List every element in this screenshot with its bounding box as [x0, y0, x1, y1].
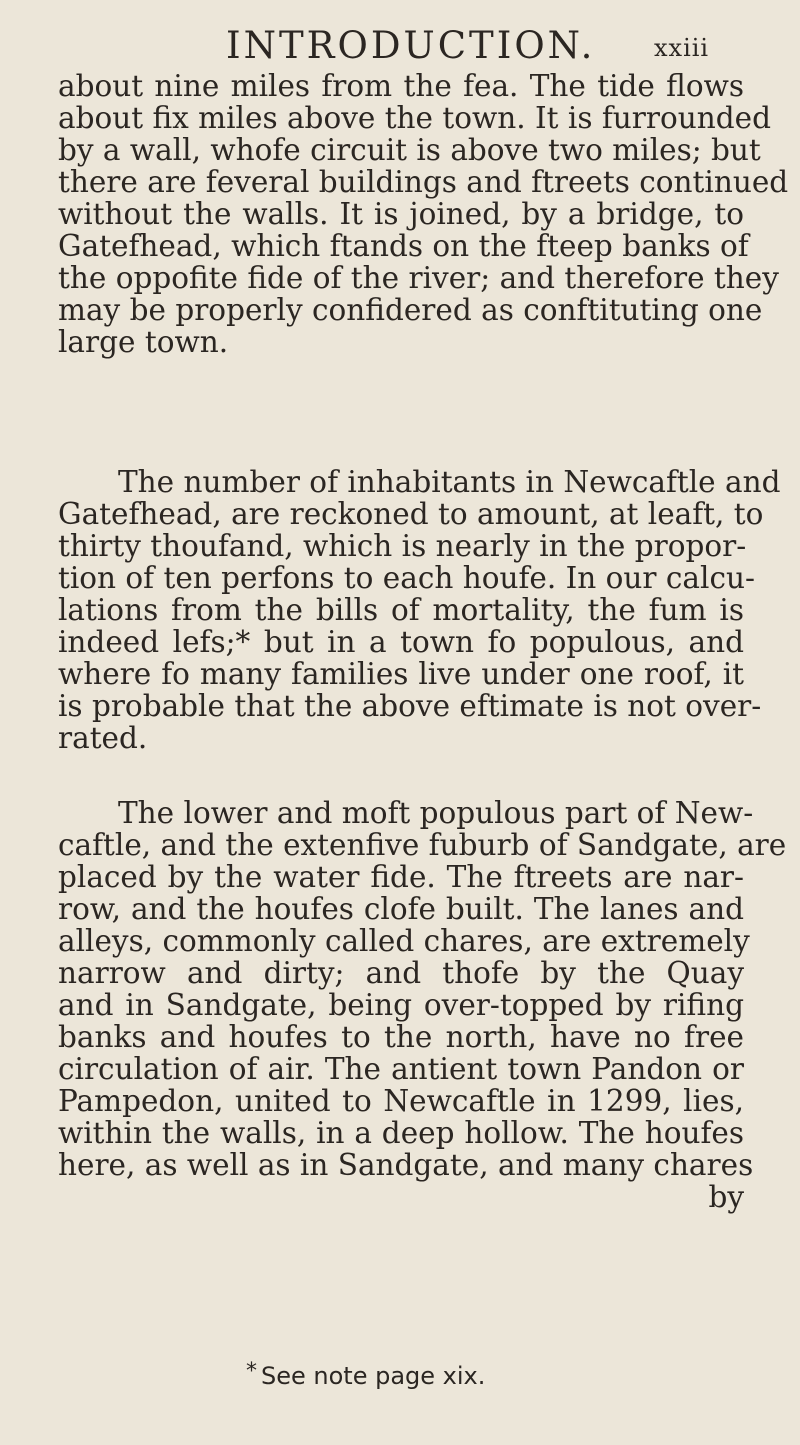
text-line: Pampedon, united to Newcaftle in 1299, lies, [58, 1084, 744, 1118]
text-line: The lower and moft populous part of New- [118, 796, 754, 830]
text-line: where fo many families live under one roof, it [58, 657, 744, 691]
text-line: is probable that the above eftimate is not over- [58, 689, 762, 723]
text-line: about nine miles from the fea. The tide flows [58, 69, 744, 103]
text-line: here, as well as in Sandgate, and many chares [58, 1148, 754, 1182]
text-line: without the walls. It is joined, by a bridge, to [58, 197, 744, 231]
paragraph-2 [58, 465, 781, 755]
text-line: narrow and dirty; and thofe by the Quay [58, 956, 744, 990]
text-line: caftle, and the extenfive fuburb of Sandgate, are [58, 828, 787, 862]
text-line: by a wall, whofe circuit is above two miles; but [58, 133, 761, 167]
text-line: tion of ten perfons to each houfe. In our calcu- [58, 561, 755, 595]
running-head [226, 22, 746, 70]
text-line: rated. [58, 721, 148, 755]
text-line: alleys, commonly called chares, are extremely [58, 924, 750, 958]
text-line: and in Sandgate, being over-topped by rifing [58, 988, 744, 1022]
footnote [246, 1356, 485, 1392]
text-line: banks and houfes to the north, have no free [58, 1020, 744, 1054]
text-line: about fix miles above the town. It is furrounded [58, 101, 771, 135]
text-line: Gatefhead, are reckoned to amount, at leaft, to [58, 497, 764, 531]
text-line: lations from the bills of mortality, the fum is [58, 593, 744, 627]
text-line: The number of inhabitants in Newcaftle and [118, 465, 781, 499]
text-line: Gatefhead, which ftands on the fteep banks of [58, 229, 749, 263]
running-title: INTRODUCTION. [226, 24, 596, 67]
footnote-marker: * [246, 1359, 257, 1384]
text-line: the oppofite fide of the river; and therefore they [58, 261, 779, 295]
text-line: indeed lefs;* but in a town fo populous, and [58, 625, 744, 659]
text-line: row, and the houfes clofe built. The lanes and [58, 892, 744, 926]
paragraph-3 [58, 796, 787, 1214]
catchword: by [708, 1180, 744, 1214]
page-number: xxiii [654, 34, 710, 62]
text-line: thirty thoufand, which is nearly in the propor- [58, 529, 747, 563]
text-line: circulation of air. The antient town Pandon or [58, 1052, 744, 1086]
text-line: there are feveral buildings and ftreets continued [58, 165, 789, 199]
text-line: large town. [58, 325, 229, 359]
text-line: within the walls, in a deep hollow. The houfes [58, 1116, 744, 1150]
paragraph-1 [58, 69, 789, 359]
footnote-text: See note page xix. [261, 1362, 486, 1390]
text-line: placed by the water fide. The ftreets are nar- [58, 860, 744, 894]
text-line: may be properly confidered as conftituting one [58, 293, 763, 327]
